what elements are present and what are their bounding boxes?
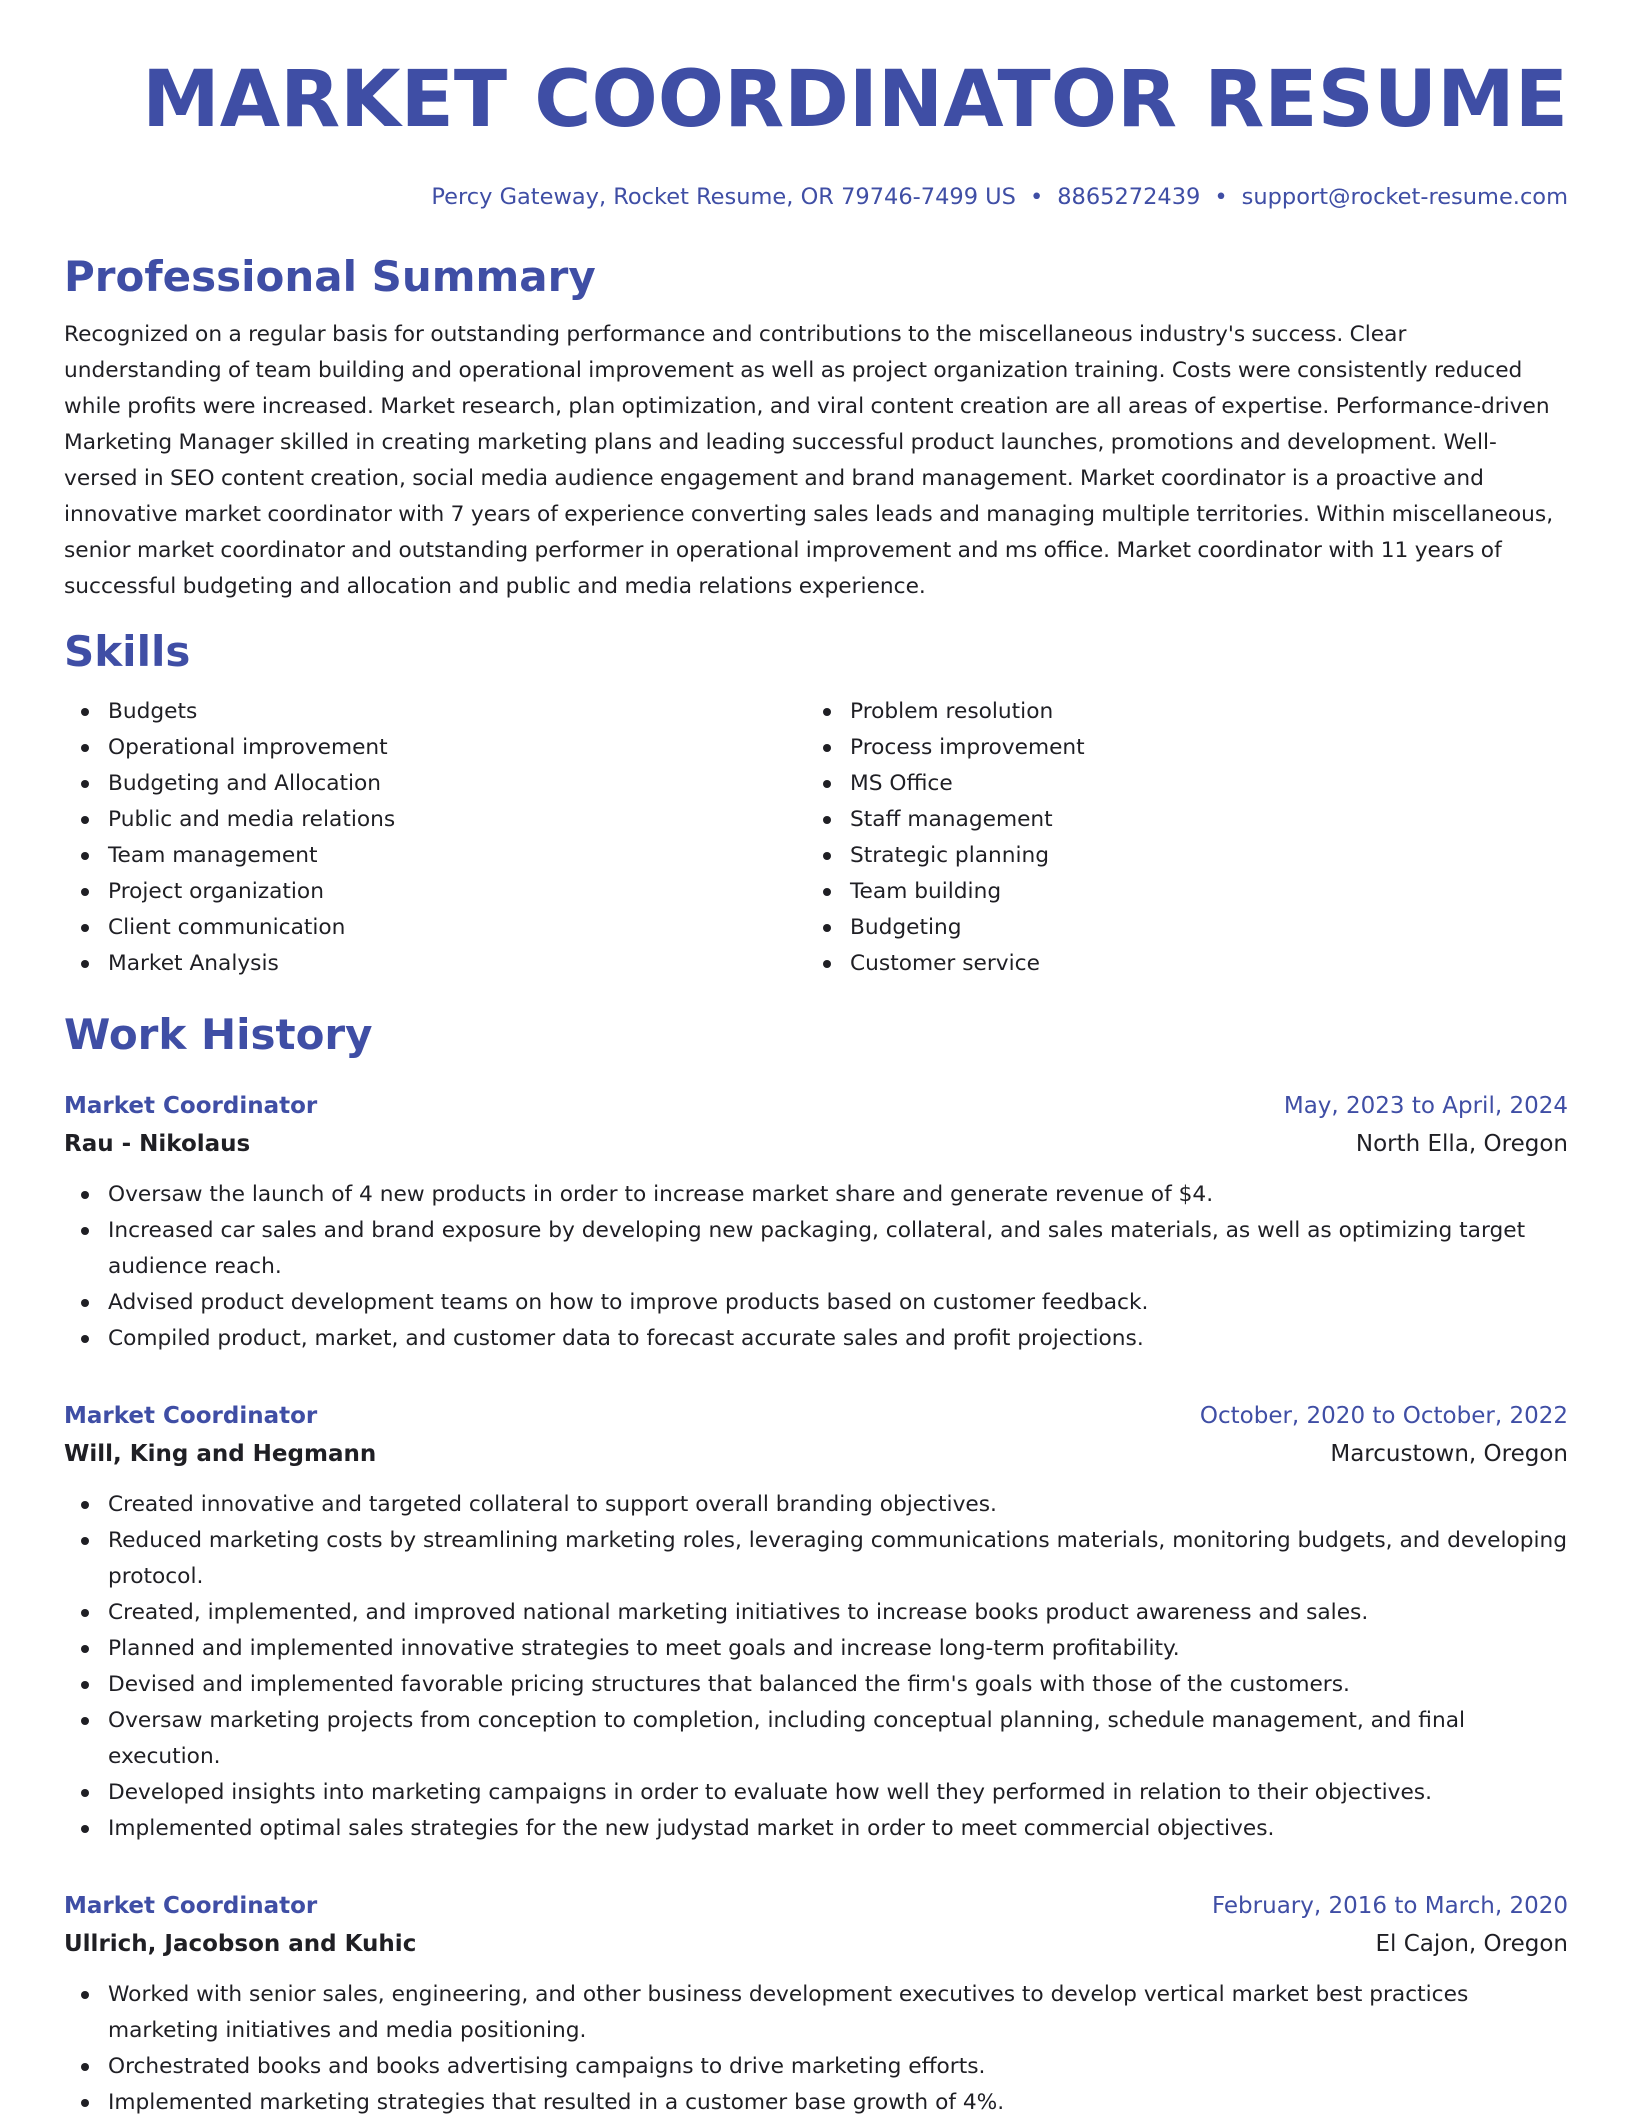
resume-page <box>64 48 1568 2121</box>
skills-column-left <box>64 694 806 982</box>
job-bullet: Reduced marketing costs by streamlining marketing roles, leveraging communications materials, monitoring budgets, and developing protocol. <box>64 1523 1568 1595</box>
job-subheader <box>64 1125 1568 1163</box>
job-bullet: Planned and implemented innovative strategies to meet goals and increase long-term profitability. <box>64 1631 1568 1667</box>
skills-list <box>64 694 1568 982</box>
skills-column-right <box>806 694 1548 982</box>
job-bullet: Oversaw marketing projects from conception to completion, including conceptual planning, schedule management, and final execution. <box>64 1703 1568 1775</box>
job-location: Marcustown, Oregon <box>1330 1441 1568 1467</box>
contact-address: Percy Gateway, Rocket Resume, OR 79746-7499 US <box>431 184 1016 210</box>
job-subheader <box>64 1925 1568 1963</box>
skill-item: Strategic planning <box>806 838 1548 874</box>
skill-item: Team management <box>64 838 806 874</box>
job-bullet: Worked with senior sales, engineering, and other business development executives to develop vertical market best practices marketing initiatives and media positioning. <box>64 1977 1568 2049</box>
skill-item: Budgets <box>64 694 806 730</box>
job-bullet: Developed insights into marketing campaigns in order to evaluate how well they performed in relation to their objectives. <box>64 1775 1568 1811</box>
skill-item: Budgeting and Allocation <box>64 766 806 802</box>
skill-item: MS Office <box>806 766 1548 802</box>
job-dates: February, 2016 to March, 2020 <box>1211 1893 1568 1919</box>
contact-separator: • <box>1029 184 1044 210</box>
job-bullet: Oversaw the launch of 4 new products in order to increase market share and generate revenue of $4. <box>64 1177 1568 1213</box>
job-bullet: Orchestrated books and books advertising campaigns to drive marketing efforts. <box>64 2049 1568 2085</box>
job-bullet: Compiled product, market, and customer data to forecast accurate sales and profit projections. <box>64 1321 1568 1357</box>
job-bullets <box>64 1487 1568 1847</box>
contact-separator: • <box>1214 184 1228 210</box>
job-location: North Ella, Oregon <box>1355 1131 1568 1157</box>
job-company: Ullrich, Jacobson and Kuhic <box>64 1931 417 1957</box>
job-dates: October, 2020 to October, 2022 <box>1199 1403 1568 1429</box>
skill-item: Public and media relations <box>64 802 806 838</box>
summary-text: Recognized on a regular basis for outstanding performance and contributions to the miscellaneous industry's success. Clear understanding of team building and operational improvement as well as project organization training. Costs were consistently reduced while profits were increased. Market research, plan optimization, and viral content creation are all areas of expertise. Performance-driven Marketing Manager skilled in creating marketing plans and leading successful product launches, promotions and development. Well-versed in SEO content creation, social media audience engagement and brand management. Market coordinator is a proactive and innovative market coordinator with 7 years of experience converting sales leads and managing multiple territories. Within miscellaneous, senior market coordinator and outstanding performer in operational improvement and ms office. Market coordinator with 11 years of successful budgeting and allocation and public and media relations experience. <box>64 322 1554 599</box>
job-company: Will, King and Hegmann <box>64 1441 377 1467</box>
job-bullet: Created innovative and targeted collateral to support overall branding objectives. <box>64 1487 1568 1523</box>
job-dates: May, 2023 to April, 2024 <box>1283 1093 1568 1119</box>
job-entry <box>64 1087 1568 1357</box>
job-bullets <box>64 1177 1568 1357</box>
skill-item: Operational improvement <box>64 730 806 766</box>
contact-email: support@rocket-resume.com <box>1241 184 1568 210</box>
skill-item: Budgeting <box>806 910 1548 946</box>
contact-line <box>64 181 1568 213</box>
contact-phone: 8865272439 <box>1057 184 1201 210</box>
section-heading-skills: Skills <box>64 627 191 676</box>
job-location: El Cajon, Oregon <box>1375 1931 1568 1957</box>
section-heading-work-history: Work History <box>64 1010 373 1059</box>
job-header <box>64 1087 1568 1125</box>
job-title: Market Coordinator <box>64 1403 318 1429</box>
job-bullet: Implemented optimal sales strategies for the new judystad market in order to meet commercial objectives. <box>64 1811 1568 1847</box>
job-bullet: Increased car sales and brand exposure by developing new packaging, collateral, and sales materials, as well as optimizing target audience reach. <box>64 1213 1568 1285</box>
job-entry <box>64 1887 1568 2121</box>
job-bullet: Created, implemented, and improved national marketing initiatives to increase books product awareness and sales. <box>64 1595 1568 1631</box>
skill-item: Client communication <box>64 910 806 946</box>
job-entry <box>64 1397 1568 1847</box>
job-title: Market Coordinator <box>64 1893 318 1919</box>
skill-item: Problem resolution <box>806 694 1548 730</box>
skill-item: Team building <box>806 874 1548 910</box>
skill-item: Project organization <box>64 874 806 910</box>
job-company: Rau - Nikolaus <box>64 1131 251 1157</box>
skill-item: Staff management <box>806 802 1548 838</box>
job-bullet: Advised product development teams on how to improve products based on customer feedback. <box>64 1285 1568 1321</box>
skill-item: Process improvement <box>806 730 1548 766</box>
section-heading-summary: Professional Summary <box>64 252 596 301</box>
job-bullet: Implemented marketing strategies that resulted in a customer base growth of 4%. <box>64 2085 1568 2121</box>
skill-item: Customer service <box>806 946 1548 982</box>
page-title: MARKET COORDINATOR RESUME <box>142 55 1568 145</box>
job-bullets <box>64 1977 1568 2121</box>
job-subheader <box>64 1435 1568 1473</box>
job-bullet: Devised and implemented favorable pricing structures that balanced the firm's goals with those of the customers. <box>64 1667 1568 1703</box>
skill-item: Market Analysis <box>64 946 806 982</box>
job-header <box>64 1397 1568 1435</box>
job-title: Market Coordinator <box>64 1093 318 1119</box>
job-header <box>64 1887 1568 1925</box>
